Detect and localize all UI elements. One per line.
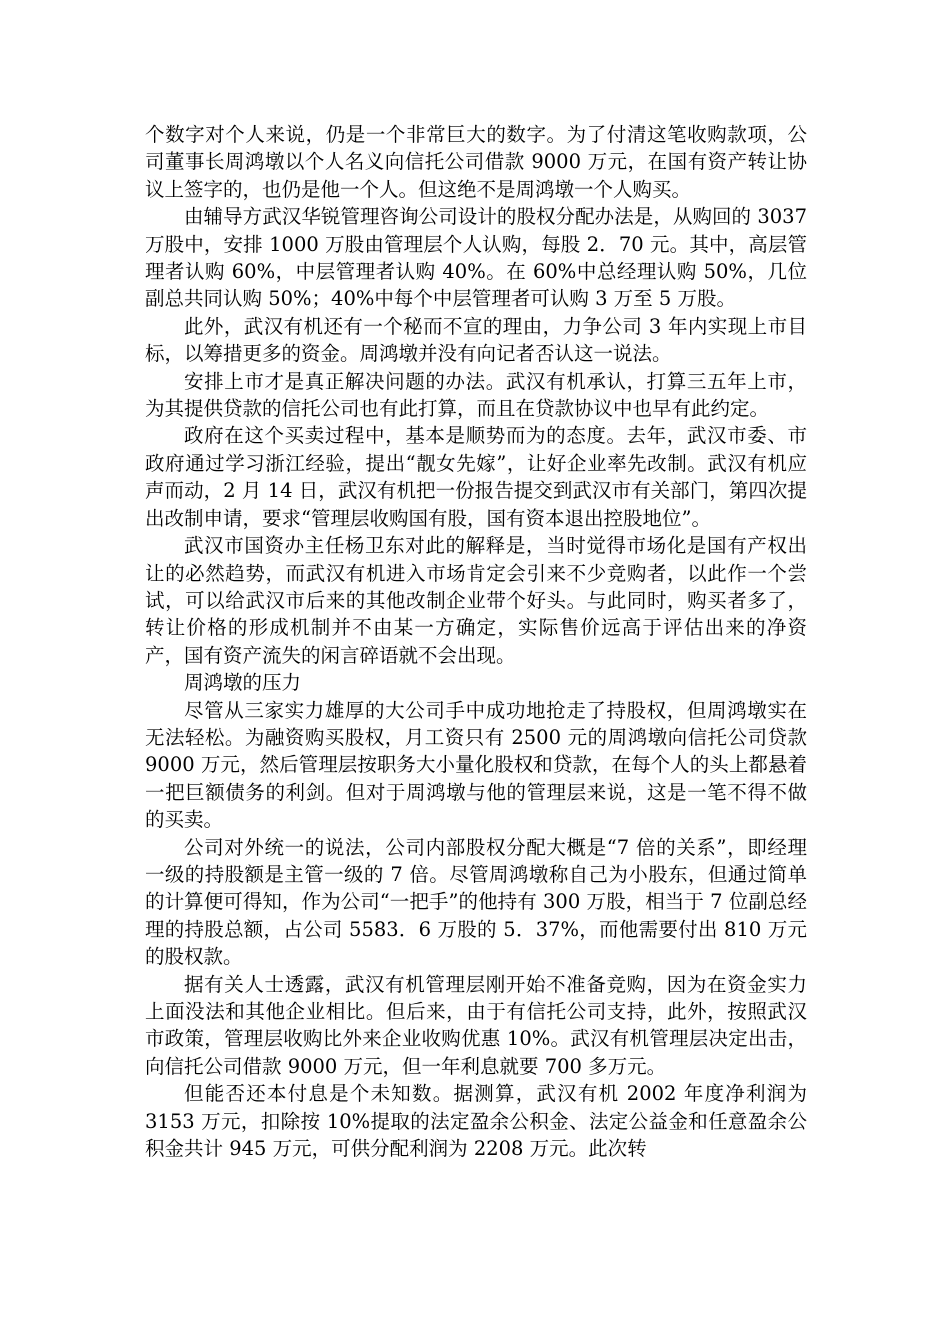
section-heading: 周鸿墩的压力 bbox=[184, 671, 302, 695]
paragraph-seven-times: 公司对外统一的说法，公司内部股权分配大概是“7 倍的关系”，即经理一级的持股额是主管一级的 7 倍。尽管周鸿墩称自己为小股东，但通过简单的计算便可得知，作为公司“一把手”的他持有 300 万股，相当于 7 位副总经理的持股总额，占公司 5583．6 万股的 5．37%，而他需要付出 810 万元的股权款。 bbox=[145, 835, 807, 969]
paragraph-repayment: 但能否还本付息是个未知数。据测算，武汉有机 2002 年度净利润为 3153 万元，扣除按 10%提取的法定盈余公积金、法定公益金和任意盈余公积金共计 945 万元，可供分配利润为 2208 万元。此次转 bbox=[145, 1082, 807, 1161]
paragraph-pressure: 尽管从三家实力雄厚的大公司手中成功地抢走了持股权，但周鸿墩实在无法轻松。为融资购买股权，月工资只有 2500 元的周鸿墩向信托公司贷款 9000 万元，然后管理层按职务大小量化股权和贷款，在每个人的头上都悬着一把巨额债务的利剑。但对于周鸿墩与他的管理层来说，这是一笔不得不做的买卖。 bbox=[145, 698, 807, 832]
paragraph-insider-disclosure: 据有关人士透露，武汉有机管理层刚开始不准备竞购，因为在资金实力上面没法和其他企业相比。但后来，由于有信托公司支持，此外，按照武汉市政策，管理层收购比外来企业收购优惠 10%。武汉有机管理层决定出击，向信托公司借款 9000 万元，但一年利息就要 700 多万元。 bbox=[145, 972, 807, 1078]
paragraph-government-attitude: 政府在这个买卖过程中，基本是顺势而为的态度。去年，武汉市委、市政府通过学习浙江经验，提出“靓女先嫁”，让好企业率先改制。武汉有机应声而动，2 月 14 日，武汉有机把一份报告提交到武汉市有关部门，第四次提出改制申请，要求“管理层收购国有股，国有资本退出控股地位”。 bbox=[145, 424, 807, 530]
paragraph-listing-plan: 安排上市才是真正解决问题的办法。武汉有机承认，打算三五年上市，为其提供贷款的信托公司也有此打算，而且在贷款协议中也早有此约定。 bbox=[145, 369, 807, 421]
paragraph-share-allocation: 由辅导方武汉华锐管理咨询公司设计的股权分配办法是，从购回的 3037 万股中，安排 1000 万股由管理层个人认购，每股 2．70 元。其中，高层管理者认购 60%，中层管理者认购 40%。在 60%中总经理认购 50%，几位副总共同认购 50%；40%中每个中层管理者可认购 3 万至 5 万股。 bbox=[145, 205, 807, 311]
document-page bbox=[145, 121, 807, 1162]
paragraph-continued: 个数字对个人来说，仍是一个非常巨大的数字。为了付清这笔收购款项，公司董事长周鸿墩以个人名义向信托公司借款 9000 万元，在国有资产转让协议上签字的，也仍是他一个人。但这绝不是周鸿墩一个人购买。 bbox=[145, 123, 807, 201]
paragraph-listing-reason: 此外，武汉有机还有一个秘而不宣的理由，力争公司 3 年内实现上市目标，以筹措更多的资金。周鸿墩并没有向记者否认这一说法。 bbox=[145, 314, 807, 366]
paragraph-state-assets-office: 武汉市国资办主任杨卫东对此的解释是，当时觉得市场化是国有产权出让的必然趋势，而武汉有机进入市场肯定会引来不少竞购者，以此作一个尝试，可以给武汉市后来的其他改制企业带个好头。与此同时，购买者多了，转让价格的形成机制并不由某一方确定，实际售价远高于评估出来的净资产，国有资产流失的闲言碎语就不会出现。 bbox=[145, 534, 807, 667]
